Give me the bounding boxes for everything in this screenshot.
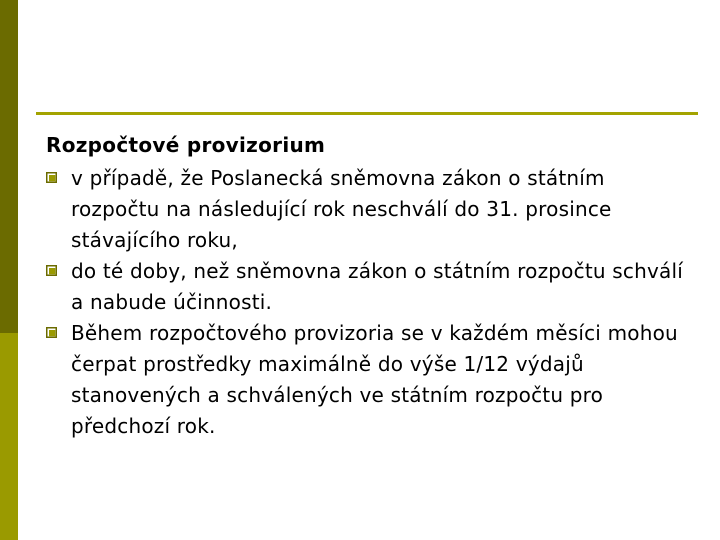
side-accent-bar-bottom [0, 333, 18, 540]
slide-content [46, 131, 686, 442]
square-bullet-icon [46, 327, 57, 338]
list-item [46, 163, 686, 256]
list-item [46, 318, 686, 442]
list-item-text: Během rozpočtového provizoria se v každém měsíci mohou čerpat prostředky maximálně do výše 1/12 výdajů stanovených a schválených ve státním rozpočtu pro předchozí rok. [71, 321, 678, 438]
title-divider [36, 112, 698, 115]
square-bullet-icon [46, 265, 57, 276]
slide-heading: Rozpočtové provizorium [46, 133, 326, 157]
square-bullet-icon [46, 172, 57, 183]
list-item [46, 256, 686, 318]
list-item-text: do té doby, než sněmovna zákon o státním rozpočtu schválí a nabude účinnosti. [71, 259, 683, 314]
list-item-text: v případě, že Poslanecká sněmovna zákon o státním rozpočtu na následující rok neschválí do 31. prosince stávajícího roku, [71, 166, 612, 252]
side-accent-bar-top [0, 0, 18, 333]
bullet-list [46, 163, 686, 442]
